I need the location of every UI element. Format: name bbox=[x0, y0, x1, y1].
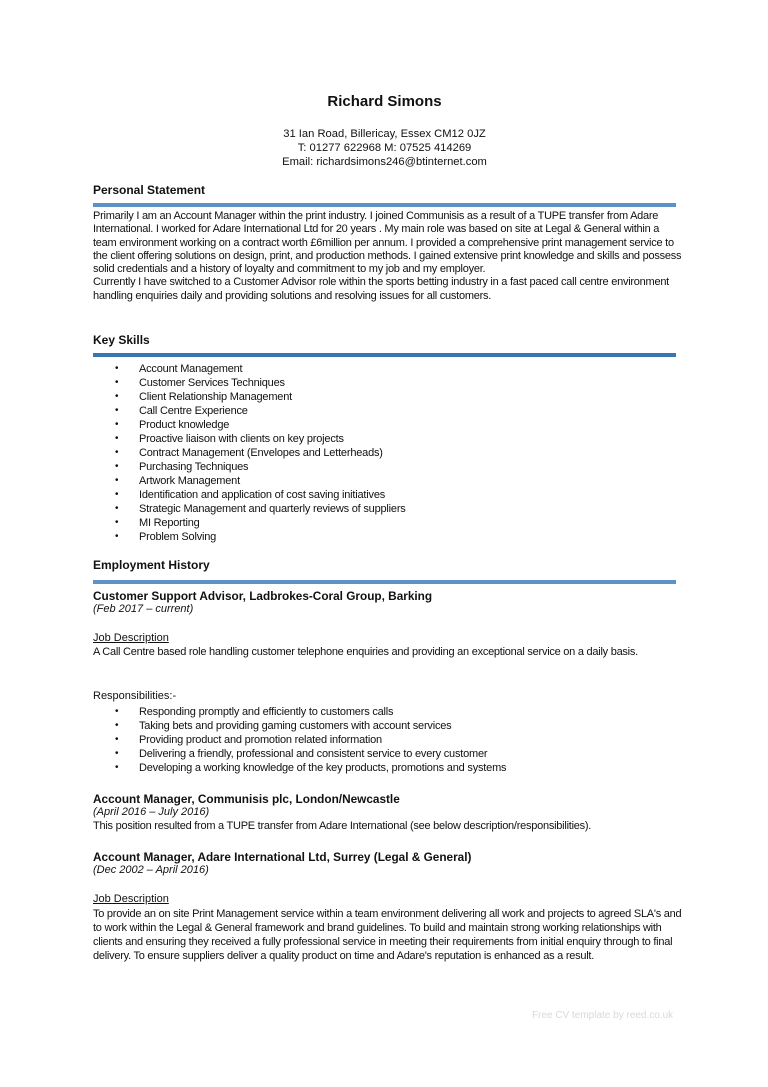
skill-item: • Client Relationship Management bbox=[93, 390, 406, 404]
personal-statement-text bbox=[93, 210, 683, 303]
job-description: To provide an on site Print Management service within a team environment delivering all work and projects to agreed SLA's and to work within the Legal & General framework and brand guidelines. To build and maintain strong working relationships with clients and ensuring they received a fully professional service in meeting their requirements from initial enquiry through to final delivery. To ensure suppliers deliver a quality product on time and Adare's reputation is enhanced as a result. bbox=[93, 908, 682, 962]
address: 31 Ian Road, Billericay, Essex CM12 0JZ bbox=[283, 128, 486, 140]
responsibility-item: • Taking bets and providing gaming customers with account services bbox=[93, 719, 506, 733]
footer-watermark: Free CV template by reed.co.uk bbox=[532, 1010, 674, 1021]
skill-item: • Identification and application of cost saving initiatives bbox=[93, 488, 406, 502]
skill-item: • Product knowledge bbox=[93, 418, 406, 432]
section-divider bbox=[93, 203, 676, 207]
responsibility-item: • Delivering a friendly, professional and consistent service to every customer bbox=[93, 747, 506, 761]
job-title: Customer Support Advisor, Ladbrokes-Coral Group, Barking bbox=[93, 589, 433, 603]
statement-paragraph-2: Currently I have switched to a Customer Advisor role within the sports betting industry in a fast paced call centre environment handling enquiries daily and providing solutions and resolving issues for all customers. bbox=[93, 276, 669, 302]
statement-paragraph-1: Primarily I am an Account Manager within the print industry. I joined Communisis as a result of a TUPE transfer from Adare International. I worked for Adare International Ltd for 20 years . My main role was based on site at Legal & General within a team environment working on a contract worth £6million per annum. I provided a comprehensive print management service to the client offering solutions on design, print, and production methods. I gained extensive print knowledge and skills and possess solid credentials and a history of loyalty and commitment to my job and my employer. bbox=[93, 210, 682, 276]
skill-item: • Contract Management (Envelopes and Letterheads) bbox=[93, 446, 406, 460]
skill-item: • MI Reporting bbox=[93, 516, 406, 530]
responsibility-item: • Developing a working knowledge of the key products, promotions and systems bbox=[93, 761, 506, 775]
key-skills-list bbox=[93, 362, 406, 544]
phone: T: 01277 622968 M: 07525 414269 bbox=[297, 142, 472, 154]
skill-item: • Proactive liaison with clients on key projects bbox=[93, 432, 406, 446]
job-description: A Call Centre based role handling customer telephone enquiries and providing an exceptional service on a daily basis. bbox=[93, 646, 638, 658]
section-title-key-skills: Key Skills bbox=[93, 333, 150, 347]
candidate-name: Richard Simons bbox=[327, 93, 442, 110]
contact-block bbox=[93, 127, 676, 169]
section-divider bbox=[93, 353, 676, 357]
skill-item: • Call Centre Experience bbox=[93, 404, 406, 418]
job-dates: (Dec 2002 – April 2016) bbox=[93, 864, 209, 876]
job-description-label: Job Description bbox=[93, 632, 169, 644]
skill-item: • Purchasing Techniques bbox=[93, 460, 406, 474]
responsibility-item: • Responding promptly and efficiently to customers calls bbox=[93, 705, 506, 719]
job-description: This position resulted from a TUPE transfer from Adare International (see below description/responsibilities). bbox=[93, 820, 592, 832]
job-description-label: Job Description bbox=[93, 893, 169, 905]
section-title-employment-history: Employment History bbox=[93, 558, 210, 572]
skill-item: • Artwork Management bbox=[93, 474, 406, 488]
skill-item: • Customer Services Techniques bbox=[93, 376, 406, 390]
job-dates: (Feb 2017 – current) bbox=[93, 603, 194, 615]
skill-item: • Account Management bbox=[93, 362, 406, 376]
responsibility-item: • Providing product and promotion related information bbox=[93, 733, 506, 747]
skill-item: • Strategic Management and quarterly reviews of suppliers bbox=[93, 502, 406, 516]
job-title: Account Manager, Adare International Ltd, Surrey (Legal & General) bbox=[93, 850, 472, 864]
email: Email: richardsimons246@btinternet.com bbox=[282, 156, 487, 168]
responsibilities-list bbox=[93, 705, 506, 775]
section-title-personal-statement: Personal Statement bbox=[93, 183, 206, 197]
job-title: Account Manager, Communisis plc, London/Newcastle bbox=[93, 792, 400, 806]
responsibilities-label: Responsibilities:- bbox=[93, 690, 177, 702]
section-divider bbox=[93, 580, 676, 584]
job-dates: (April 2016 – July 2016) bbox=[93, 806, 210, 818]
skill-item: • Problem Solving bbox=[93, 530, 406, 544]
